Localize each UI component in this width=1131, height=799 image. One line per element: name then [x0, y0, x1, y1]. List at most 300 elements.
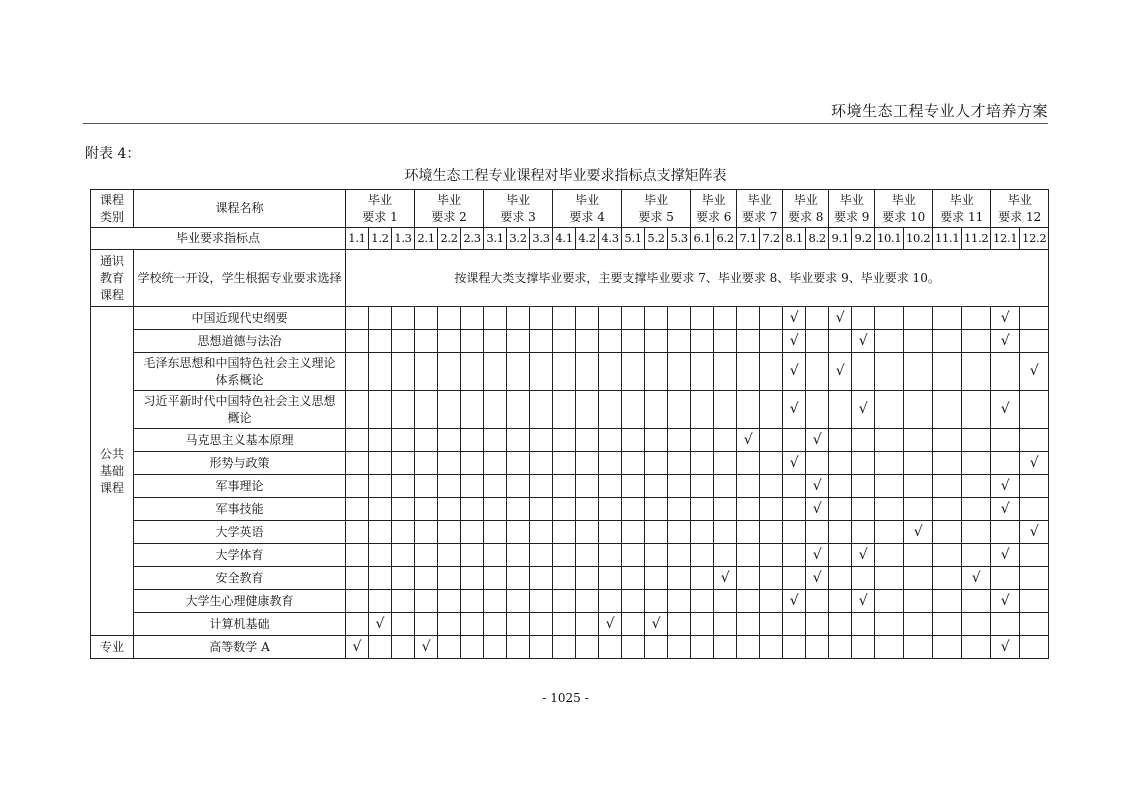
empty-cell	[852, 452, 875, 475]
empty-cell	[852, 567, 875, 590]
indicator-3-1: 3.1	[484, 228, 507, 250]
check-mark: √	[806, 475, 829, 498]
check-mark: √	[991, 590, 1020, 613]
requirement-header-7-text: 毕业	[747, 192, 772, 207]
empty-cell	[714, 590, 737, 613]
empty-cell	[415, 521, 438, 544]
empty-cell	[622, 613, 645, 636]
empty-cell	[714, 521, 737, 544]
empty-cell	[806, 590, 829, 613]
empty-cell	[622, 353, 645, 391]
check-mark: √	[962, 567, 991, 590]
empty-cell	[691, 353, 714, 391]
empty-cell	[461, 452, 484, 475]
empty-cell	[576, 452, 599, 475]
empty-cell	[783, 498, 806, 521]
empty-cell	[599, 544, 622, 567]
empty-cell	[645, 330, 668, 353]
requirement-header-6-text: 毕业	[701, 192, 726, 207]
indicator-1-1: 1.1	[346, 228, 369, 250]
empty-cell	[760, 475, 783, 498]
check-mark: √	[829, 307, 852, 330]
empty-cell	[553, 613, 576, 636]
requirement-header-1	[346, 190, 415, 228]
indicator-7-2: 7.2	[760, 228, 783, 250]
empty-cell	[553, 636, 576, 659]
indicator-3-2: 3.2	[507, 228, 530, 250]
empty-cell	[829, 590, 852, 613]
empty-cell	[760, 636, 783, 659]
empty-cell	[645, 544, 668, 567]
empty-cell	[530, 613, 553, 636]
empty-cell	[507, 429, 530, 452]
empty-cell	[668, 391, 691, 429]
course-name-text: 大学生心理健康教育	[185, 593, 294, 608]
appendix-label: 附表 4：	[85, 146, 141, 162]
empty-cell	[760, 613, 783, 636]
check-mark: √	[852, 590, 875, 613]
empty-cell	[760, 353, 783, 391]
document-header-title: 环境生态工程专业人才培养方案	[830, 102, 1048, 120]
check-mark: √	[991, 636, 1020, 659]
empty-cell	[829, 475, 852, 498]
empty-cell	[962, 452, 991, 475]
category-public-foundation	[91, 307, 134, 636]
requirement-header-10-text: 毕业	[891, 192, 916, 207]
empty-cell	[346, 452, 369, 475]
empty-cell	[369, 330, 392, 353]
empty-cell	[668, 498, 691, 521]
empty-cell	[392, 521, 415, 544]
header-divider	[83, 123, 1048, 124]
course-name-text: 高等数学 A	[209, 639, 270, 654]
empty-cell	[484, 330, 507, 353]
empty-cell	[438, 391, 461, 429]
check-mark: √	[852, 330, 875, 353]
requirement-header-3-text: 毕业	[506, 192, 531, 207]
empty-cell	[904, 544, 933, 567]
empty-cell	[438, 613, 461, 636]
empty-cell	[933, 567, 962, 590]
requirement-header-8-text: 要求 8	[787, 209, 824, 224]
course-name-header: 课程名称	[134, 190, 346, 228]
requirement-header-10	[875, 190, 933, 228]
empty-cell	[461, 330, 484, 353]
check-mark: √	[714, 567, 737, 590]
empty-cell	[461, 613, 484, 636]
empty-cell	[415, 590, 438, 613]
empty-cell	[668, 353, 691, 391]
empty-cell	[599, 429, 622, 452]
empty-cell	[415, 307, 438, 330]
empty-cell	[438, 429, 461, 452]
empty-cell	[461, 636, 484, 659]
indicator-10-2: 10.2	[904, 228, 933, 250]
empty-cell	[461, 590, 484, 613]
empty-cell	[553, 590, 576, 613]
empty-cell	[737, 636, 760, 659]
requirement-header-3-text: 要求 3	[500, 209, 536, 224]
empty-cell	[1020, 613, 1049, 636]
empty-cell	[346, 613, 369, 636]
empty-cell	[530, 521, 553, 544]
requirement-header-8-text: 毕业	[793, 192, 818, 207]
check-mark: √	[806, 567, 829, 590]
empty-cell	[737, 498, 760, 521]
empty-cell	[553, 330, 576, 353]
empty-cell	[530, 452, 553, 475]
empty-cell	[576, 353, 599, 391]
course-name-text: 大学体育	[215, 547, 264, 562]
empty-cell	[691, 391, 714, 429]
empty-cell	[346, 521, 369, 544]
empty-cell	[553, 452, 576, 475]
empty-cell	[668, 452, 691, 475]
empty-cell	[991, 613, 1020, 636]
empty-cell	[760, 590, 783, 613]
empty-cell	[933, 521, 962, 544]
empty-cell	[933, 590, 962, 613]
empty-cell	[622, 521, 645, 544]
empty-cell	[461, 475, 484, 498]
requirement-header-6	[691, 190, 737, 228]
indicator-4-2: 4.2	[576, 228, 599, 250]
category-general-education-text: 课程	[99, 287, 124, 302]
empty-cell	[622, 307, 645, 330]
empty-cell	[599, 330, 622, 353]
empty-cell	[991, 452, 1020, 475]
empty-cell	[622, 567, 645, 590]
empty-cell	[852, 636, 875, 659]
empty-cell	[806, 307, 829, 330]
empty-cell	[904, 613, 933, 636]
empty-cell	[507, 475, 530, 498]
check-mark: √	[783, 452, 806, 475]
empty-cell	[691, 567, 714, 590]
empty-cell	[599, 307, 622, 330]
empty-cell	[875, 521, 904, 544]
empty-cell	[576, 521, 599, 544]
empty-cell	[599, 353, 622, 391]
empty-cell	[530, 544, 553, 567]
empty-cell	[668, 567, 691, 590]
check-mark: √	[991, 307, 1020, 330]
empty-cell	[737, 613, 760, 636]
empty-cell	[415, 452, 438, 475]
empty-cell	[933, 498, 962, 521]
check-mark: √	[783, 391, 806, 429]
indicator-6-2: 6.2	[714, 228, 737, 250]
requirement-header-5	[622, 190, 691, 228]
empty-cell	[507, 636, 530, 659]
empty-cell	[760, 521, 783, 544]
course-name-text: 中国近现代史纲要	[191, 310, 288, 325]
empty-cell	[933, 544, 962, 567]
category-header-text: 课程	[99, 192, 124, 207]
empty-cell	[369, 307, 392, 330]
empty-cell	[530, 475, 553, 498]
empty-cell	[507, 330, 530, 353]
indicator-9-2: 9.2	[852, 228, 875, 250]
empty-cell	[484, 353, 507, 391]
empty-cell	[484, 521, 507, 544]
empty-cell	[691, 475, 714, 498]
course-name-text: 大学英语	[215, 524, 264, 539]
empty-cell	[737, 391, 760, 429]
course-row	[91, 353, 1049, 391]
empty-cell	[346, 330, 369, 353]
indicator-2-2: 2.2	[438, 228, 461, 250]
indicator-1-3: 1.3	[392, 228, 415, 250]
requirement-header-1-text: 要求 1	[362, 209, 398, 224]
indicator-12-1: 12.1	[991, 228, 1020, 250]
category-public-foundation-text: 公共	[99, 446, 124, 461]
check-mark: √	[852, 544, 875, 567]
empty-cell	[904, 475, 933, 498]
empty-cell	[507, 567, 530, 590]
empty-cell	[875, 544, 904, 567]
page-number: - 1025 -	[542, 691, 589, 705]
empty-cell	[622, 475, 645, 498]
empty-cell	[507, 391, 530, 429]
empty-cell	[668, 521, 691, 544]
empty-cell	[346, 429, 369, 452]
empty-cell	[760, 330, 783, 353]
empty-cell	[904, 590, 933, 613]
empty-cell	[461, 391, 484, 429]
empty-cell	[806, 330, 829, 353]
empty-cell	[507, 452, 530, 475]
empty-cell	[875, 307, 904, 330]
check-mark: √	[852, 391, 875, 429]
check-mark: √	[783, 590, 806, 613]
course-name-text: 概论	[227, 410, 252, 425]
table-title: 环境生态工程专业课程对毕业要求指标点支撑矩阵表	[404, 168, 727, 184]
empty-cell	[829, 452, 852, 475]
indicator-2-1: 2.1	[415, 228, 438, 250]
empty-cell	[875, 429, 904, 452]
course-row	[91, 452, 1049, 475]
empty-cell	[852, 353, 875, 391]
empty-cell	[553, 521, 576, 544]
empty-cell	[668, 544, 691, 567]
empty-cell	[438, 330, 461, 353]
empty-cell	[714, 544, 737, 567]
course-row	[91, 475, 1049, 498]
empty-cell	[507, 498, 530, 521]
course-row	[91, 429, 1049, 452]
empty-cell	[346, 567, 369, 590]
empty-cell	[622, 636, 645, 659]
empty-cell	[438, 567, 461, 590]
course-row	[91, 590, 1049, 613]
empty-cell	[875, 353, 904, 391]
empty-cell	[962, 353, 991, 391]
empty-cell	[438, 544, 461, 567]
empty-cell	[553, 567, 576, 590]
empty-cell	[599, 636, 622, 659]
indicator-5-2: 5.2	[645, 228, 668, 250]
empty-cell	[962, 636, 991, 659]
course-name-text: 思想道德与法治	[197, 333, 282, 348]
requirement-header-9	[829, 190, 875, 228]
course-name	[134, 429, 346, 452]
empty-cell	[1020, 475, 1049, 498]
empty-cell	[346, 307, 369, 330]
empty-cell	[806, 391, 829, 429]
check-mark: √	[991, 475, 1020, 498]
course-row	[91, 544, 1049, 567]
empty-cell	[369, 590, 392, 613]
empty-cell	[415, 330, 438, 353]
requirement-header-10-text: 要求 10	[882, 209, 926, 224]
empty-cell	[438, 307, 461, 330]
empty-cell	[668, 307, 691, 330]
empty-cell	[530, 330, 553, 353]
empty-cell	[691, 636, 714, 659]
empty-cell	[369, 544, 392, 567]
empty-cell	[691, 429, 714, 452]
empty-cell	[783, 521, 806, 544]
requirement-header-2	[415, 190, 484, 228]
empty-cell	[553, 307, 576, 330]
empty-cell	[714, 429, 737, 452]
empty-cell	[346, 353, 369, 391]
category-header-text: 类别	[99, 209, 124, 224]
empty-cell	[962, 590, 991, 613]
empty-cell	[392, 498, 415, 521]
general-education-note: 按课程大类支撑毕业要求，主要支撑毕业要求 7、毕业要求 8、毕业要求 9、毕业要求 10。	[346, 250, 1049, 307]
empty-cell	[806, 452, 829, 475]
empty-cell	[1020, 330, 1049, 353]
requirement-header-8	[783, 190, 829, 228]
category-general-education-text: 通识	[99, 253, 124, 268]
requirement-header-1-text: 毕业	[368, 192, 393, 207]
empty-cell	[461, 498, 484, 521]
empty-cell	[714, 330, 737, 353]
empty-cell	[576, 307, 599, 330]
check-mark: √	[415, 636, 438, 659]
requirement-header-7-text: 要求 7	[741, 209, 778, 224]
requirement-header-12-text: 毕业	[1007, 192, 1032, 207]
requirement-header-4	[553, 190, 622, 228]
requirement-header-4-text: 毕业	[575, 192, 600, 207]
empty-cell	[714, 391, 737, 429]
empty-cell	[530, 307, 553, 330]
empty-cell	[392, 429, 415, 452]
course-name-text: 形势与政策	[209, 455, 270, 470]
course-name	[134, 330, 346, 353]
empty-cell	[668, 636, 691, 659]
course-row	[91, 613, 1049, 636]
requirement-header-12-text: 要求 12	[998, 209, 1042, 224]
empty-cell	[783, 429, 806, 452]
empty-cell	[962, 330, 991, 353]
empty-cell	[369, 353, 392, 391]
empty-cell	[904, 636, 933, 659]
empty-cell	[875, 475, 904, 498]
empty-cell	[438, 452, 461, 475]
indicator-row	[91, 228, 1049, 250]
empty-cell	[530, 498, 553, 521]
empty-cell	[760, 429, 783, 452]
check-mark: √	[991, 391, 1020, 429]
empty-cell	[438, 636, 461, 659]
check-mark: √	[645, 613, 668, 636]
empty-cell	[622, 498, 645, 521]
empty-cell	[1020, 567, 1049, 590]
empty-cell	[760, 391, 783, 429]
empty-cell	[645, 521, 668, 544]
empty-cell	[484, 613, 507, 636]
requirement-header-row	[91, 190, 1049, 228]
empty-cell	[829, 636, 852, 659]
check-mark: √	[806, 544, 829, 567]
requirement-header-3	[484, 190, 553, 228]
empty-cell	[714, 353, 737, 391]
course-name	[134, 353, 346, 391]
empty-cell	[645, 353, 668, 391]
empty-cell	[645, 475, 668, 498]
empty-cell	[760, 544, 783, 567]
empty-cell	[369, 391, 392, 429]
empty-cell	[737, 590, 760, 613]
empty-cell	[933, 353, 962, 391]
empty-cell	[783, 544, 806, 567]
empty-cell	[829, 429, 852, 452]
empty-cell	[599, 590, 622, 613]
empty-cell	[875, 391, 904, 429]
empty-cell	[760, 452, 783, 475]
empty-cell	[829, 498, 852, 521]
empty-cell	[599, 567, 622, 590]
empty-cell	[691, 590, 714, 613]
check-mark: √	[1020, 452, 1049, 475]
empty-cell	[852, 613, 875, 636]
empty-cell	[415, 391, 438, 429]
empty-cell	[852, 475, 875, 498]
empty-cell	[668, 613, 691, 636]
empty-cell	[875, 613, 904, 636]
empty-cell	[875, 330, 904, 353]
category-general-education-text: 教育	[99, 270, 124, 285]
empty-cell	[645, 429, 668, 452]
empty-cell	[1020, 636, 1049, 659]
course-name	[134, 391, 346, 429]
requirement-header-11-text: 要求 11	[940, 209, 984, 224]
empty-cell	[714, 613, 737, 636]
empty-cell	[668, 429, 691, 452]
indicator-4-1: 4.1	[553, 228, 576, 250]
category-general-education	[91, 250, 134, 307]
empty-cell	[933, 391, 962, 429]
empty-cell	[461, 544, 484, 567]
empty-cell	[737, 307, 760, 330]
empty-cell	[369, 452, 392, 475]
empty-cell	[714, 307, 737, 330]
category-major-text: 专业	[99, 639, 124, 654]
empty-cell	[691, 498, 714, 521]
empty-cell	[1020, 307, 1049, 330]
course-name	[134, 613, 346, 636]
empty-cell	[645, 636, 668, 659]
empty-cell	[576, 429, 599, 452]
empty-cell	[962, 544, 991, 567]
empty-cell	[904, 307, 933, 330]
empty-cell	[507, 521, 530, 544]
empty-cell	[783, 636, 806, 659]
empty-cell	[553, 391, 576, 429]
